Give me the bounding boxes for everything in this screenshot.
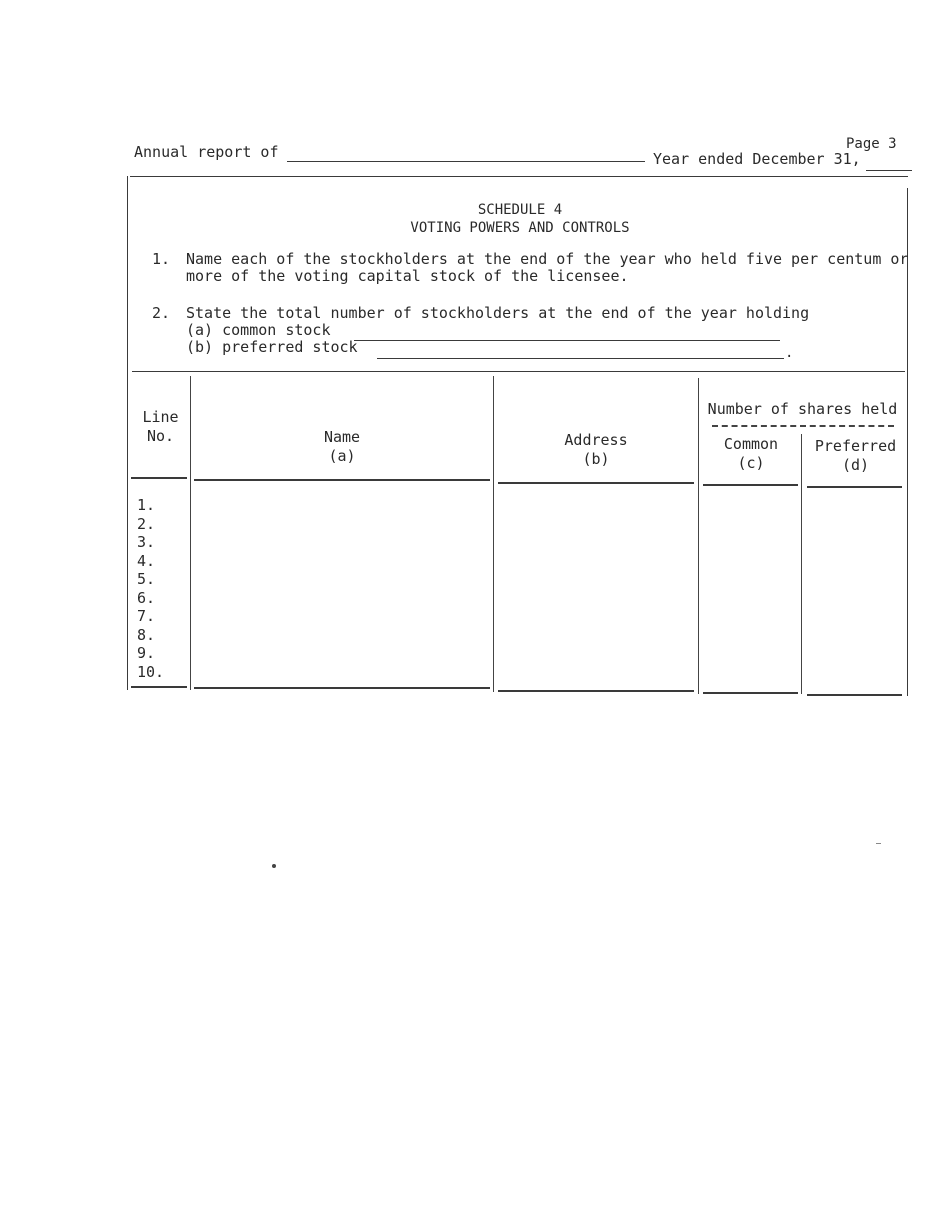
frame-left-border — [127, 176, 128, 690]
instruction-2 — [152, 305, 809, 356]
instruction-1-line-2: more of the voting capital stock of the licensee. — [186, 267, 629, 285]
year-ended-label: Year ended December 31, — [653, 150, 861, 168]
instruction-2-line-1: State the total number of stockholders at the end of the year holding — [186, 304, 810, 322]
bottom-rule-line-no — [131, 686, 187, 688]
line-number: 9. — [137, 644, 156, 662]
common-stock-field[interactable] — [354, 340, 780, 341]
bottom-rule-name — [194, 687, 490, 689]
instruction-2-number: 2. — [152, 304, 171, 322]
line-number: 10. — [137, 662, 165, 681]
instruction-1-line-1: Name each of the stockholders at the end of the year who held five per centum or — [186, 250, 909, 268]
column-divider-address — [698, 378, 699, 694]
header-name-letter: (a) — [328, 447, 356, 465]
line-number: 4. — [137, 551, 156, 570]
bottom-rule-common — [703, 692, 798, 694]
stray-dash — [876, 843, 881, 844]
header-address-label: Address — [564, 431, 628, 449]
column-divider-common — [801, 434, 802, 694]
schedule-title: VOTING POWERS AND CONTROLS — [410, 220, 630, 236]
header-no-label: No. — [146, 427, 175, 445]
line-number: 1. — [137, 496, 156, 514]
instruction-1 — [152, 251, 908, 285]
header-common — [703, 435, 799, 473]
header-preferred — [806, 437, 905, 475]
header-rule-common — [703, 484, 798, 486]
period-mark: . — [785, 345, 794, 361]
line-number: 8. — [137, 625, 156, 644]
line-number: 3. — [137, 533, 156, 551]
instruction-2-preferred-stock: (b) preferred stock — [186, 338, 358, 356]
table-top-border — [132, 371, 905, 372]
header-address — [496, 431, 696, 469]
line-number-list — [137, 496, 177, 681]
instruction-2-common-stock: (a) common stock — [186, 321, 331, 339]
report-name-field[interactable] — [287, 161, 645, 162]
bottom-rule-address — [498, 690, 694, 692]
header-rule-name — [194, 479, 490, 481]
line-number: 6. — [137, 588, 156, 607]
line-number: 2. — [137, 514, 156, 533]
column-divider-name — [493, 376, 494, 692]
header-address-letter: (b) — [582, 450, 610, 468]
annual-report-label: Annual report of — [134, 143, 279, 161]
header-line-no — [133, 408, 188, 446]
header-name — [193, 428, 491, 466]
header-rule-address — [498, 482, 694, 484]
header-common-letter: (c) — [737, 454, 765, 472]
header-line-label: Line — [142, 408, 179, 426]
header-rule-preferred — [807, 486, 902, 488]
instruction-1-number: 1. — [152, 250, 171, 268]
header-name-label: Name — [323, 428, 361, 446]
header-preferred-label: Preferred — [814, 437, 897, 455]
header-shares-group: Number of shares held — [707, 400, 898, 418]
line-number: 7. — [137, 607, 156, 625]
schedule-number: SCHEDULE 4 — [477, 202, 563, 218]
shares-group-divider — [712, 425, 894, 427]
preferred-stock-field[interactable] — [377, 358, 784, 359]
header-rule-line-no — [131, 477, 187, 479]
bottom-rule-preferred — [807, 694, 902, 696]
header-preferred-letter: (d) — [841, 456, 870, 474]
column-divider-line-no — [190, 376, 191, 690]
frame-top-border — [130, 176, 908, 177]
header-common-label: Common — [723, 435, 779, 453]
year-field[interactable] — [866, 170, 912, 171]
stray-dot — [272, 864, 276, 868]
page-number: Page 3 — [846, 136, 897, 152]
schedule-heading — [400, 201, 640, 237]
line-number: 5. — [137, 570, 156, 588]
